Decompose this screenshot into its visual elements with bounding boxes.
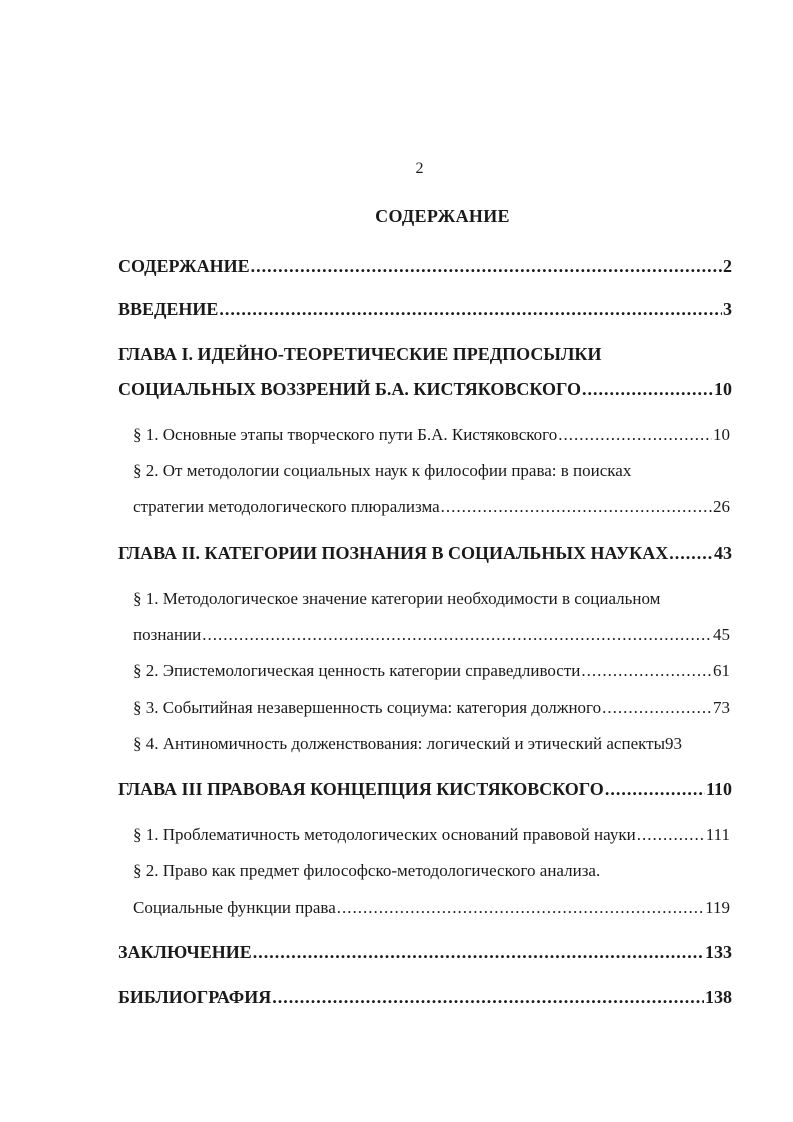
toc-entry-ch2-sec4[interactable] <box>133 733 730 755</box>
toc-entry-ch1-sec2-cont[interactable] <box>133 496 730 518</box>
toc-entry-title-line2: СОЦИАЛЬНЫХ ВОЗЗРЕНИЙ Б.А. КИСТЯКОВСКОГО <box>118 379 581 399</box>
toc-entry-chapter-2[interactable] <box>118 542 732 564</box>
toc-entry-title: § 1. Проблематичность методологических оснований правовой науки <box>133 825 636 844</box>
toc-entry-chapter-1[interactable] <box>118 343 732 365</box>
toc-entry-page: 26 <box>713 497 730 516</box>
toc-leader <box>251 255 722 277</box>
toc-entry-title: § 2. Эпистемологическая ценность категории справедливости <box>133 661 581 680</box>
toc-leader <box>669 542 713 564</box>
toc-leader <box>637 824 705 846</box>
toc-entry-title: БИБЛИОГРАФИЯ <box>118 987 272 1007</box>
toc-leader <box>605 778 705 800</box>
toc-leader <box>558 424 712 446</box>
toc-entry-title: § 1. Основные этапы творческого пути Б.А. Кистяковского <box>133 425 558 444</box>
toc-entry-ch2-sec2[interactable] <box>133 660 730 682</box>
toc-entry-title-line2: стратегии методологического плюрализма <box>133 497 440 516</box>
toc-leader <box>602 697 712 719</box>
page-number: 2 <box>415 160 424 177</box>
toc-entry-title: § 4. Антиномичность долженствования: логический и этический аспекты93 <box>133 734 683 753</box>
toc-entry-title: ГЛАВА II. КАТЕГОРИИ ПОЗНАНИЯ В СОЦИАЛЬНЫХ НАУКАХ <box>118 543 669 563</box>
toc-entry-ch3-sec2[interactable] <box>133 860 730 882</box>
toc-leader <box>253 941 704 963</box>
toc-leader <box>441 496 712 518</box>
toc-entry-page: 73 <box>713 698 730 717</box>
toc-entry-title-line1: ГЛАВА I. ИДЕЙНО-ТЕОРЕТИЧЕСКИЕ ПРЕДПОСЫЛКИ <box>118 344 602 364</box>
toc-entry-page: 3 <box>723 299 732 319</box>
toc-entry-ch3-sec2-cont[interactable] <box>133 897 730 919</box>
toc-entry-page: 43 <box>714 543 732 563</box>
toc-entry-page: 2 <box>723 256 732 276</box>
toc-entry-title-line2: познании <box>133 625 202 644</box>
toc-entry-title: § 3. Событийная незавершенность социума: категория должного <box>133 698 602 717</box>
toc-entry-page: 10 <box>714 379 732 399</box>
toc-entry-bibliography[interactable] <box>118 986 732 1008</box>
toc-entry-chapter-1-cont[interactable] <box>118 378 732 400</box>
toc-entry-page: 119 <box>705 898 730 917</box>
toc-leader <box>582 378 713 400</box>
toc-entry-title: ВВЕДЕНИЕ <box>118 299 219 319</box>
toc-entry-chapter-3[interactable] <box>118 778 732 800</box>
toc-entry-ch1-sec2[interactable] <box>133 460 730 482</box>
toc-entry-title-line1: § 1. Методологическое значение категории необходимости в социальном <box>133 589 661 608</box>
toc-entry-ch2-sec1-cont[interactable] <box>133 624 730 646</box>
toc-leader <box>202 624 712 646</box>
toc-entry-page: 61 <box>713 661 730 680</box>
toc-entry-page: 110 <box>705 779 732 799</box>
toc-entry-ch2-sec1[interactable] <box>133 588 730 610</box>
toc-entry-ch2-sec3[interactable] <box>133 697 730 719</box>
toc-entry-page: 45 <box>713 625 730 644</box>
toc-entry-ch1-sec1[interactable] <box>133 424 730 446</box>
toc-entry-page: 111 <box>705 825 730 844</box>
toc-entry-title: ЗАКЛЮЧЕНИЕ <box>118 942 252 962</box>
toc-entry-page: 133 <box>705 942 732 962</box>
toc-entry-title-line1: § 2. Право как предмет философско-методологического анализа. <box>133 861 601 880</box>
toc-leader <box>219 298 722 320</box>
toc-leader <box>272 986 704 1008</box>
toc-entry-title: СОДЕРЖАНИЕ <box>118 256 250 276</box>
toc-entry-page: 10 <box>713 425 730 444</box>
toc-entry-title-line1: § 2. От методологии социальных наук к философии права: в поисках <box>133 461 632 480</box>
toc-entry-page: 138 <box>705 987 732 1007</box>
toc-entry-contents[interactable] <box>118 255 732 277</box>
toc-title: СОДЕРЖАНИЕ <box>375 206 510 226</box>
toc-entry-intro[interactable] <box>118 298 732 320</box>
toc-entry-title: ГЛАВА III ПРАВОВАЯ КОНЦЕПЦИЯ КИСТЯКОВСКОГО <box>118 779 604 799</box>
toc-leader <box>581 660 712 682</box>
toc-entry-title-line2: Социальные функции права <box>133 898 336 917</box>
toc-entry-conclusion[interactable] <box>118 941 732 963</box>
toc-entry-ch3-sec1[interactable] <box>133 824 730 846</box>
toc-leader <box>337 897 704 919</box>
